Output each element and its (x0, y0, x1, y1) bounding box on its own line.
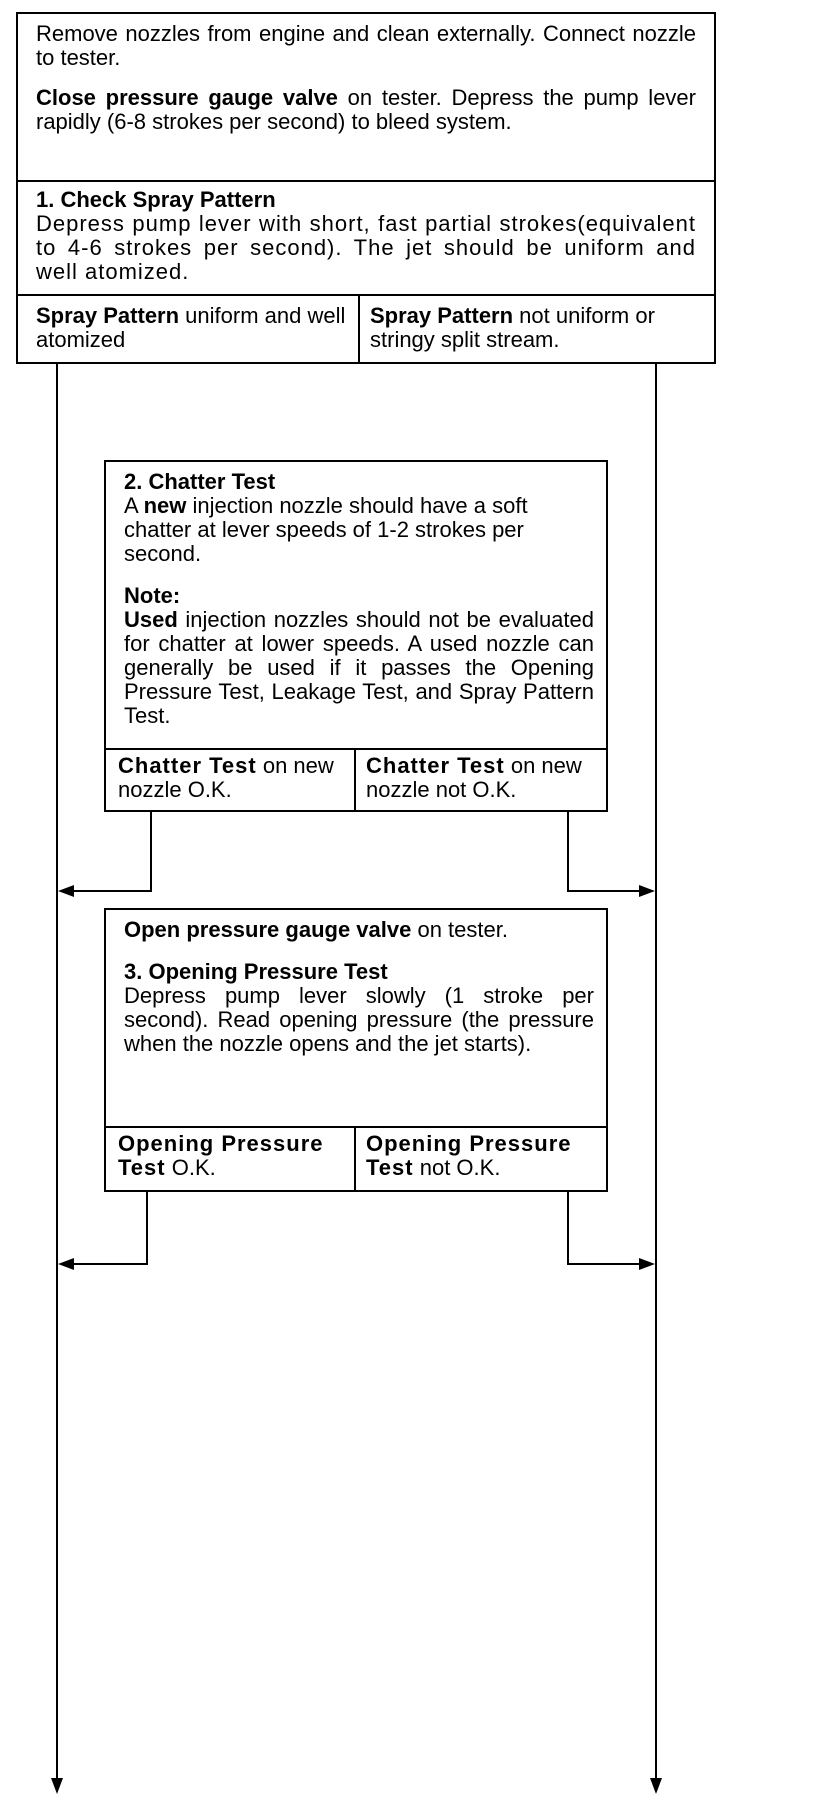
step3-title: 3. Opening Pressure Test (124, 959, 388, 984)
step3-pre-rest: on tester. (411, 917, 508, 942)
step2-bad-label-bold: Chatter Test (366, 753, 505, 778)
step3-bad-connector (568, 1192, 644, 1264)
step2-note-title: Note: (124, 583, 181, 608)
step2-ok-arrowhead (58, 885, 74, 897)
step2-bad-connector (568, 812, 644, 891)
step3-ok-label-rest: O.K. (165, 1155, 216, 1180)
step2-body-pre: A (124, 493, 144, 518)
step2-note-bold: Used (124, 607, 178, 632)
step3-bad-label-bold: Opening Pressure Test (366, 1131, 572, 1180)
left-down-arrowhead (51, 1778, 63, 1794)
step3-ok-label-bold: Opening Pressure Test (118, 1131, 324, 1180)
step3-ok-arrowhead (58, 1258, 74, 1270)
step2-bad-label-rest: on new nozzle not O.K. (366, 753, 582, 802)
step2-title: 2. Chatter Test (124, 469, 276, 494)
step2-body-post: injection nozzle should have a soft chatter at lever speeds of 1-2 strokes per second. (124, 493, 528, 566)
step1-ok-label-rest: uniform and well atomized (36, 303, 346, 352)
step3-bad-label-rest: not O.K. (413, 1155, 501, 1180)
step3-ok-connector (70, 1192, 147, 1264)
step2-bad-arrowhead (639, 885, 655, 897)
intro-bold-lead: Close pressure gauge valve (36, 85, 338, 110)
step1-body: Depress pump lever with short, fast partial strokes(equivalent to 4-6 strokes per second). The jet should be uniform and well atomized. (36, 211, 696, 284)
step1-bad-label-rest: not uniform or stringy split stream. (370, 303, 655, 352)
step1-ok-label-bold: Spray Pattern (36, 303, 180, 328)
step2-note-rest: injection nozzles should not be evaluated for chatter at lower speeds. A used nozzle can generally be used if it passes the Opening Pressure Test, Leakage Test, and Spray Pattern Test. (124, 607, 594, 728)
intro-paragraph-2-rest: on tester. Depress the pump lever rapidly (6-8 strokes per second) to bleed system. (36, 85, 696, 134)
step3-bad-arrowhead (639, 1258, 655, 1270)
step3-pre-bold: Open pressure gauge valve (124, 917, 412, 942)
step1-bad-label-bold: Spray Pattern (370, 303, 514, 328)
right-down-arrowhead (650, 1778, 662, 1794)
step2-body-bold: new (143, 493, 187, 518)
step2-ok-label-rest: on new nozzle O.K. (118, 753, 334, 802)
step3-body: Depress pump lever slowly (1 stroke per second). Read opening pressure (the pressure when the nozzle opens and the jet starts). (124, 983, 594, 1056)
step2-ok-connector (70, 812, 151, 891)
step2-ok-label-bold: Chatter Test (118, 753, 257, 778)
step1-title: 1. Check Spray Pattern (36, 187, 276, 212)
intro-paragraph-1: Remove nozzles from engine and clean externally. Connect nozzle to tester. (36, 21, 696, 70)
